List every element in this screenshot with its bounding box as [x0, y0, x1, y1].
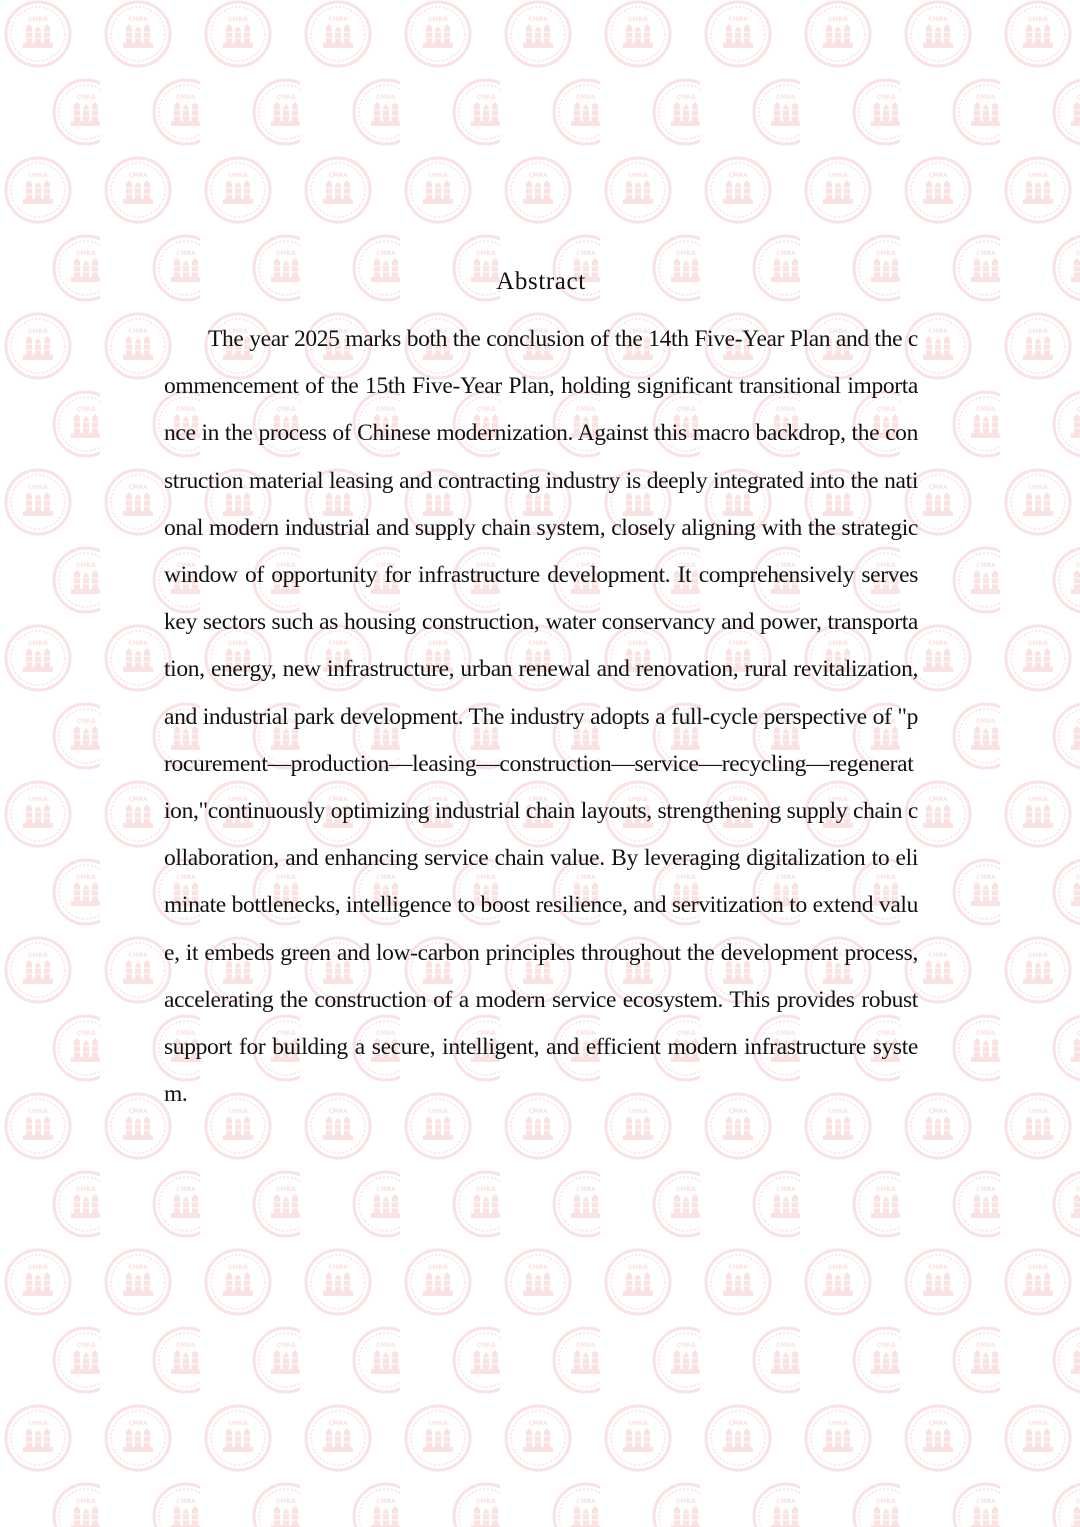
abstract-section	[164, 262, 918, 1118]
abstract-title: Abstract	[496, 268, 586, 295]
abstract-body: The year 2025 marks both the conclusion of the 14th Five-Year Plan and the commencement of the 15th Five-Year Plan, holding significant transitional importance in the process of Chinese modernization. Against this macro backdrop, the construction material leasing and contracting industry is deeply integrated into the national modern industrial and supply chain system, closely aligning with the strategic window of opportunity for infrastructure development. It comprehensively serves key sectors such as housing construction, water conservancy and power, transportation, energy, new infrastructure, urban renewal and renovation, rural revitalization, and industrial park development. The industry adopts a full-cycle perspective of "procurement—production—leasing—construction—service—recycling—regeneration,"continuously optimizing industrial chain layouts, strengthening supply chain collaboration, and enhancing service chain value. By leveraging digitalization to eliminate bottlenecks, intelligence to boost resilience, and servitization to extend value, it embeds green and low-carbon principles throughout the development process, accelerating the construction of a modern service ecosystem. This provides robust support for building a secure, intelligent, and efficient modern infrastructure system.	[164, 326, 918, 1108]
